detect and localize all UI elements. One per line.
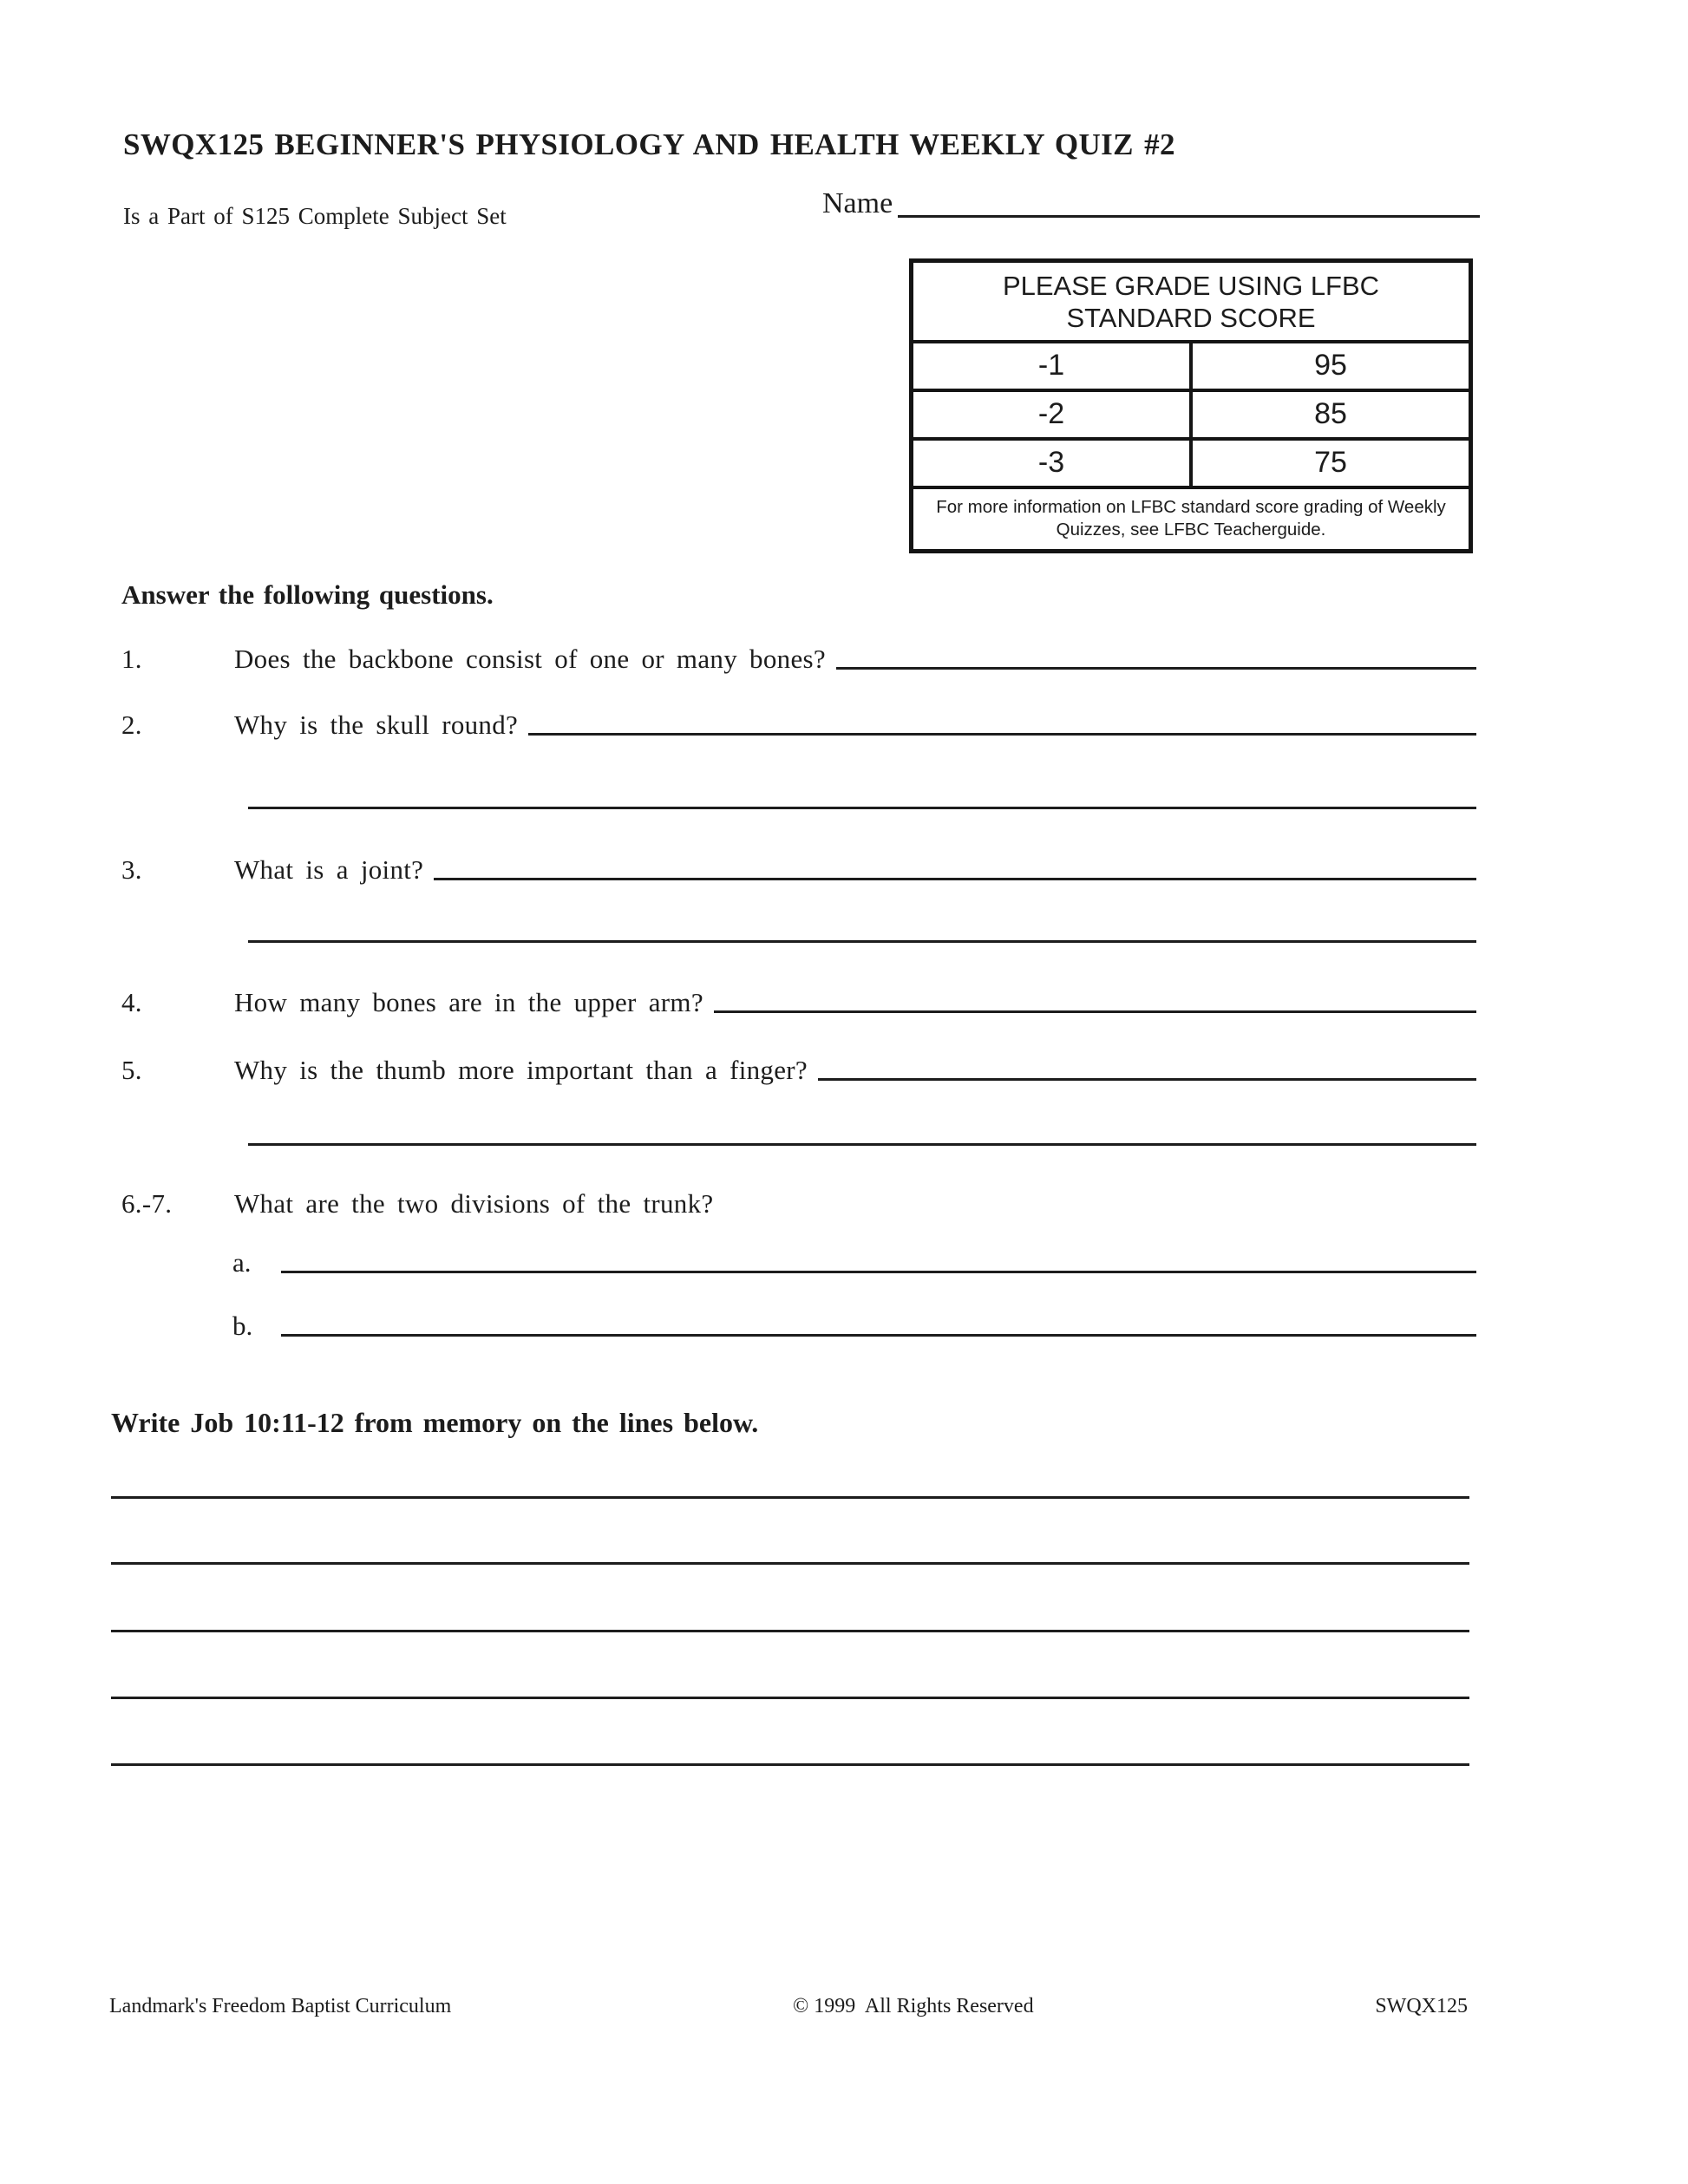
- grade-box-footnote: For more information on LFBC standard score grading of Weekly Quizzes, see LFBC Teacherguide.: [936, 497, 1446, 539]
- deduction-cell: -2: [913, 392, 1193, 437]
- sub-answer-row-b: [232, 1311, 1476, 1342]
- page-footer: [109, 1995, 1468, 2018]
- subject-set-note: Is a Part of S125 Complete Subject Set: [123, 203, 507, 229]
- score-cell: 95: [1314, 349, 1347, 383]
- answer-continuation-line[interactable]: [248, 940, 1476, 943]
- grade-row: [913, 343, 1469, 392]
- question-row-6-7: [121, 1188, 1476, 1220]
- question-row-5: [121, 1055, 1476, 1086]
- sub-answer-row-a: [232, 1247, 1476, 1278]
- answer-line[interactable]: [818, 1078, 1476, 1081]
- answer-continuation-line[interactable]: [248, 1143, 1476, 1146]
- memory-line[interactable]: [111, 1496, 1469, 1499]
- instructions-heading: Answer the following questions.: [121, 579, 494, 610]
- question-text: What is a joint?: [234, 854, 424, 885]
- memory-line[interactable]: [111, 1630, 1469, 1632]
- footer-copyright: © 1999 All Rights Reserved: [793, 1995, 1034, 2017]
- sub-answer-label: b.: [232, 1311, 253, 1341]
- grade-row: [913, 392, 1469, 441]
- question-row-2: [121, 709, 1476, 741]
- score-cell: 85: [1314, 397, 1347, 431]
- deduction-cell: -1: [913, 343, 1193, 389]
- grade-row: [913, 441, 1469, 489]
- answer-line[interactable]: [528, 733, 1476, 736]
- question-number: 4.: [121, 987, 142, 1017]
- sub-answer-label: a.: [232, 1247, 252, 1278]
- question-text: Why is the skull round?: [234, 709, 519, 740]
- grade-box-header: PLEASE GRADE USING LFBC STANDARD SCORE: [913, 263, 1469, 343]
- memory-line[interactable]: [111, 1562, 1469, 1565]
- quiz-title: SWQX125 BEGINNER'S PHYSIOLOGY AND HEALTH WEEKLY QUIZ #2: [123, 128, 1175, 161]
- answer-line[interactable]: [281, 1271, 1476, 1273]
- memory-line[interactable]: [111, 1697, 1469, 1699]
- question-text: Does the backbone consist of one or many bones?: [234, 644, 826, 674]
- grade-box: [909, 258, 1473, 553]
- footer-publisher: Landmark's Freedom Baptist Curriculum: [109, 1995, 452, 2017]
- name-label: Name: [822, 187, 893, 219]
- question-row-1: [121, 644, 1476, 675]
- question-text: Why is the thumb more important than a finger?: [234, 1055, 808, 1085]
- question-text: How many bones are in the upper arm?: [234, 987, 703, 1017]
- answer-line[interactable]: [714, 1010, 1476, 1013]
- question-row-4: [121, 987, 1476, 1018]
- name-answer-line[interactable]: [898, 215, 1480, 218]
- question-row-3: [121, 854, 1476, 886]
- answer-continuation-line[interactable]: [248, 807, 1476, 809]
- question-number: 6.-7.: [121, 1188, 173, 1219]
- score-cell: 75: [1314, 446, 1347, 480]
- memory-line[interactable]: [111, 1763, 1469, 1766]
- question-number: 3.: [121, 854, 142, 885]
- memory-verse-heading: Write Job 10:11-12 from memory on the lines below.: [111, 1407, 759, 1438]
- question-number: 2.: [121, 709, 142, 740]
- answer-line[interactable]: [434, 878, 1476, 880]
- question-text: What are the two divisions of the trunk?: [234, 1188, 714, 1219]
- question-number: 5.: [121, 1055, 142, 1085]
- answer-line[interactable]: [836, 667, 1476, 670]
- footer-document-code: SWQX125: [1375, 1995, 1468, 2017]
- deduction-cell: -3: [913, 441, 1193, 486]
- question-number: 1.: [121, 644, 142, 674]
- answer-line[interactable]: [281, 1334, 1476, 1337]
- name-field-group: [822, 187, 1480, 220]
